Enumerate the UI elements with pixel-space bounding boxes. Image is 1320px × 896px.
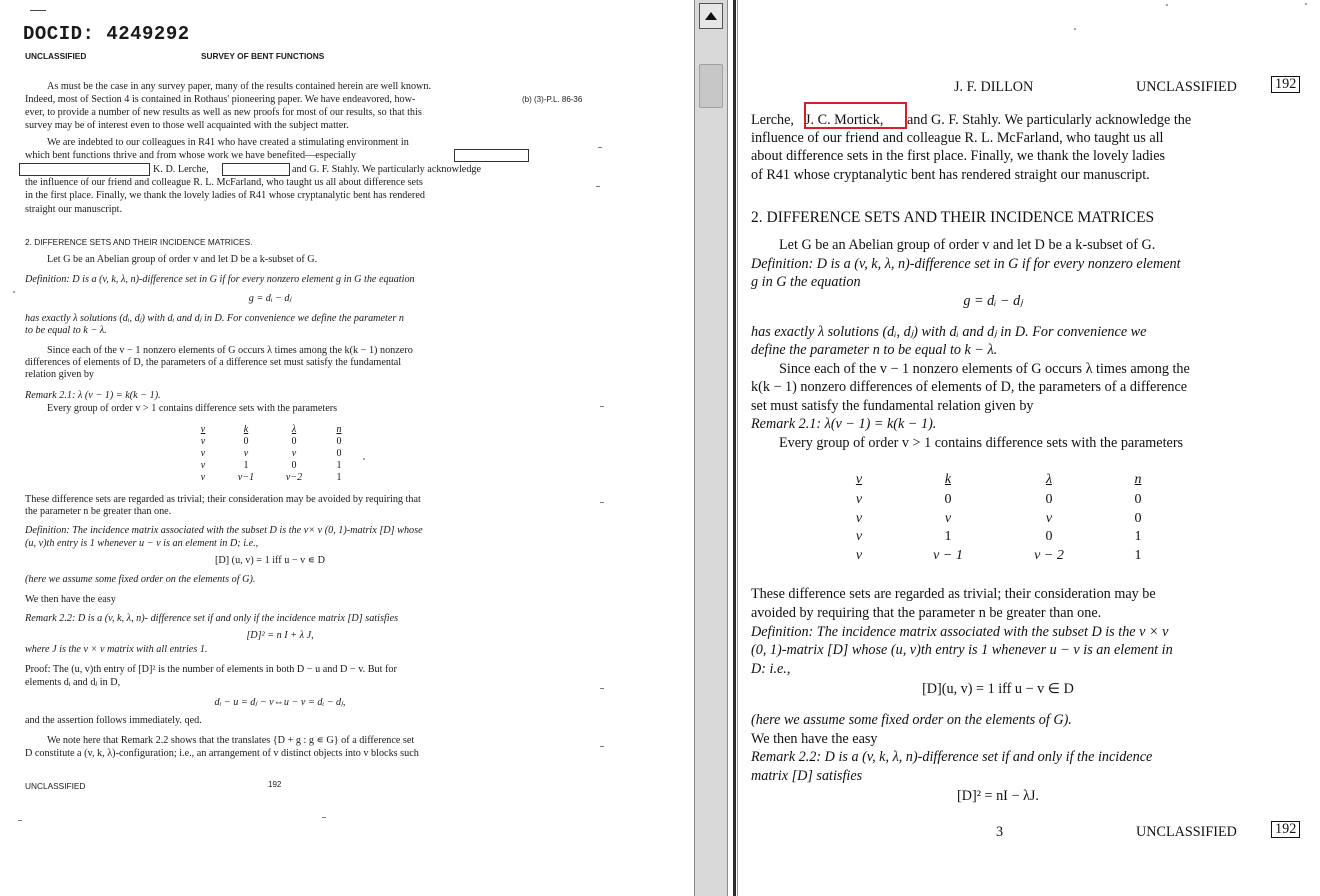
scan-mark (600, 746, 604, 747)
header-classification: UNCLASSIFIED (1136, 79, 1237, 95)
table-cell: v (243, 448, 249, 459)
redaction-box (19, 163, 150, 176)
text-line: K. D. Lerche, (153, 164, 209, 175)
footer-page-number: 3 (996, 824, 1004, 840)
table-cell: 1 (243, 460, 249, 471)
scan-mark (13, 291, 15, 293)
table-cell: 1 (1134, 529, 1142, 544)
text-line: We note here that Remark 2.2 shows that the translates {D + g : g ∊ G} of a difference set (47, 735, 415, 746)
text-line: has exactly λ solutions (dᵢ, dⱼ) with dᵢ and dⱼ in D. For convenience we define the parameter n (25, 313, 405, 324)
text-line: Proof: The (u, v)th entry of [D]² is the number of elements in both D − u and D − v. But for (25, 664, 397, 675)
scan-mark (363, 458, 365, 460)
scroll-up-button[interactable] (699, 3, 723, 29)
table-cell: v (855, 529, 863, 544)
text-line: Every group of order v > 1 contains difference sets with the parameters (47, 403, 338, 414)
table-cell: v−2 (285, 472, 303, 483)
text-line: These difference sets are regarded as trivial; their consideration may be (751, 586, 1156, 602)
header-page-box: 192 (1271, 76, 1300, 93)
text-line: differences of elements of D, the parameters of a difference set must satisfy the fundamental (25, 357, 402, 368)
table-header: v (200, 424, 206, 435)
text-line: D constitute a (v, k, λ)-configuration; i.e., an arrangement of v distinct objects into v blocks such (25, 748, 419, 759)
text-line: Let G be an Abelian group of order v and let D be a k-subset of G. (779, 237, 1156, 253)
text-line: and G. F. Stahly. We particularly acknowledge (292, 164, 482, 175)
triangle-up-icon (705, 12, 717, 20)
text-line: and G. F. Stahly. We particularly acknowledge the (907, 112, 1192, 128)
text-line: the influence of our friend and colleague R. L. McFarland, who taught us all about difference sets (25, 177, 423, 188)
page-edge (733, 0, 736, 896)
header-title: SURVEY OF BENT FUNCTIONS (201, 51, 325, 61)
text-line: We then have the easy (25, 594, 116, 605)
scan-mark (18, 820, 22, 821)
text-line: Remark 2.1: λ (v − 1) = k(k − 1). (25, 390, 161, 401)
text-line: about difference sets in the first place. Finally, we thank the lovely ladies (751, 148, 1166, 164)
table-cell: 0 (336, 448, 342, 459)
table-cell: 0 (291, 460, 297, 471)
scan-mark (598, 147, 602, 148)
table-cell: 0 (243, 436, 249, 447)
text-line: straight our manuscript. (25, 204, 123, 215)
text-line: As must be the case in any survey paper, many of the results contained herein are well known. (47, 81, 432, 92)
text-line: Definition: The incidence matrix associated with the subset D is the v× v (0, 1)-matrix [D] whose (25, 525, 423, 536)
footer-classification: UNCLASSIFIED (25, 781, 86, 791)
table-cell: v (291, 448, 297, 459)
highlighted-name[interactable]: J. C. Mortick, (805, 112, 884, 128)
text-line: has exactly λ solutions (dᵢ, dⱼ) with dᵢ and dⱼ in D. For convenience we (751, 324, 1147, 340)
text-line: where J is the v × v matrix with all entries 1. (25, 644, 208, 655)
table-cell: v (200, 448, 206, 459)
text-line: k(k − 1) nonzero differences of elements of D, the parameters of a difference (751, 379, 1188, 395)
equation: g = dᵢ − dⱼ (248, 293, 292, 304)
text-line: avoided by requiring that the parameter n be greater than one. (751, 605, 1102, 621)
text-line: the parameter n be greater than one. (25, 506, 172, 517)
table-header: λ (291, 424, 297, 435)
table-cell: v (944, 511, 952, 526)
table-cell: v (855, 548, 863, 563)
exemption-note: (b) (3)-P.L. 86-36 (522, 95, 583, 104)
scan-mark (1305, 3, 1307, 5)
table-header: n (1134, 472, 1142, 487)
table-cell: v (200, 436, 206, 447)
table-cell: 0 (1134, 511, 1142, 526)
equation: [D]² = nI − λJ. (957, 788, 1039, 804)
scan-mark (1074, 28, 1076, 30)
table-cell: 0 (1045, 492, 1053, 507)
text-line: which bent functions thrive and from whose work we have benefited—especially (25, 150, 356, 161)
redaction-box (222, 163, 290, 176)
text-line: Every group of order v > 1 contains difference sets with the parameters (779, 435, 1184, 451)
footer-page-box: 192 (1271, 821, 1300, 838)
table-cell: v − 1 (933, 548, 963, 563)
text-line: Definition: D is a (v, k, λ, n)-difference set in G if for every nonzero element (751, 256, 1181, 272)
text-line: (0, 1)-matrix [D] whose (u, v)th entry is 1 whenever u − v is an element in (751, 642, 1173, 658)
text-line: set must satisfy the fundamental relation given by (751, 398, 1034, 414)
table-header: λ (1045, 472, 1053, 487)
scan-mark (600, 502, 604, 503)
table-cell: 0 (291, 436, 297, 447)
table-cell: 0 (336, 436, 342, 447)
table-header: k (944, 472, 952, 487)
scan-mark (322, 817, 326, 818)
scan-mark (600, 406, 604, 407)
table-cell: v (200, 460, 206, 471)
equation: [D]² = n I + λ J, (246, 630, 314, 641)
table-header: v (855, 472, 863, 487)
text-line: matrix [D] satisfies (751, 768, 863, 784)
table-cell: 0 (1134, 492, 1142, 507)
text-line: Lerche, (751, 112, 794, 128)
text-line: Let G be an Abelian group of order v and let D be a k-subset of G. (47, 254, 318, 265)
table-cell: v−1 (237, 472, 255, 483)
scan-mark (30, 10, 46, 11)
table-cell: 0 (944, 492, 952, 507)
text-line: to be equal to k − λ. (25, 325, 107, 336)
text-line: g in G the equation (751, 274, 861, 290)
section-heading: 2. DIFFERENCE SETS AND THEIR INCIDENCE MATRICES. (25, 237, 253, 247)
text-line: We are indebted to our colleagues in R41 who have created a stimulating environment in (47, 137, 409, 148)
text-line: (here we assume some fixed order on the elements of G). (751, 712, 1072, 728)
equation: [D](u, v) = 1 iff u − v ∈ D (922, 681, 1074, 697)
table-cell: v − 2 (1034, 548, 1064, 563)
text-line: influence of our friend and colleague R. L. McFarland, who taught us all (751, 130, 1164, 146)
text-line: of R41 whose cryptanalytic bent has rendered straight our manuscript. (751, 167, 1150, 183)
scan-mark (1166, 4, 1168, 6)
text-line: D: i.e., (751, 661, 791, 677)
text-line: Definition: D is a (v, k, λ, n)-difference set in G if for every nonzero element g in G the equation (25, 274, 415, 285)
text-line: We then have the easy (751, 731, 878, 747)
text-line: survey may be of interest even to those well acquainted with the subject matter. (25, 120, 349, 131)
footer-page-number: 192 (268, 780, 282, 789)
text-line: (here we assume some fixed order on the elements of G). (25, 574, 256, 585)
text-line: Indeed, most of Section 4 is contained in Rothaus' pioneering paper. We have endeavored, how- (25, 94, 416, 105)
docid: DOCID: 4249292 (23, 23, 190, 45)
scan-mark (596, 186, 600, 187)
page-edge (737, 0, 738, 896)
section-heading: 2. DIFFERENCE SETS AND THEIR INCIDENCE MATRICES (751, 209, 1155, 226)
table-cell: 1 (336, 460, 342, 471)
text-line: Since each of the v − 1 nonzero elements of G occurs λ times among the k(k − 1) nonzero (47, 345, 413, 356)
text-line: Since each of the v − 1 nonzero elements of G occurs λ times among the (779, 361, 1190, 377)
table-cell: 1 (1134, 548, 1142, 563)
text-line: define the parameter n to be equal to k − λ. (751, 342, 998, 358)
scroll-thumb[interactable] (699, 64, 723, 108)
text-line: ever, to provide a number of new results as well as new proofs for most of our results, so that this (25, 107, 422, 118)
header-author: J. F. DILLON (954, 79, 1034, 95)
text-line: Remark 2.2: D is a (v, k, λ, n)-difference set if and only if the incidence (751, 749, 1153, 765)
equation: [D] (u, v) = 1 iff u − v ∊ D (214, 555, 325, 566)
equation: dᵢ − u = dⱼ − v⇔u − v = dᵢ − dⱼ, (214, 697, 346, 708)
text-line: (u, v)th entry is 1 whenever u − v is an element in D; i.e., (25, 538, 259, 549)
table-cell: v (200, 472, 206, 483)
footer-classification: UNCLASSIFIED (1136, 824, 1237, 840)
text-line: in the first place. Finally, we thank the lovely ladies of R41 whose cryptanalytic bent has rendered (25, 190, 425, 201)
text-line: Remark 2.2: D is a (v, k, λ, n)- difference set if and only if the incidence matrix [D] satisfies (25, 613, 399, 624)
text-line: elements dᵢ and dⱼ in D, (25, 677, 121, 688)
selection-highlight-box (804, 102, 907, 129)
text-line: and the assertion follows immediately. qed. (25, 715, 202, 726)
table-cell: v (1045, 511, 1053, 526)
table-header: n (336, 424, 342, 435)
text-line: Remark 2.1: λ(v − 1) = k(k − 1). (751, 416, 937, 432)
table-header: k (243, 424, 249, 435)
scan-mark (600, 688, 604, 689)
text-line: These difference sets are regarded as trivial; their consideration may be avoided by requiring that (25, 494, 421, 505)
text-line: Definition: The incidence matrix associated with the subset D is the v × v (751, 624, 1169, 640)
table-cell: 1 (944, 529, 952, 544)
equation: g = dᵢ − dⱼ (963, 293, 1023, 309)
text-line: relation given by (25, 369, 95, 380)
table-cell: v (855, 511, 863, 526)
rendered-page (728, 0, 1320, 896)
table-cell: 0 (1045, 529, 1053, 544)
vertical-scrollbar[interactable] (694, 0, 728, 896)
redaction-box (454, 149, 529, 162)
header-classification: UNCLASSIFIED (25, 51, 87, 61)
table-cell: 1 (336, 472, 342, 483)
table-cell: v (855, 492, 863, 507)
